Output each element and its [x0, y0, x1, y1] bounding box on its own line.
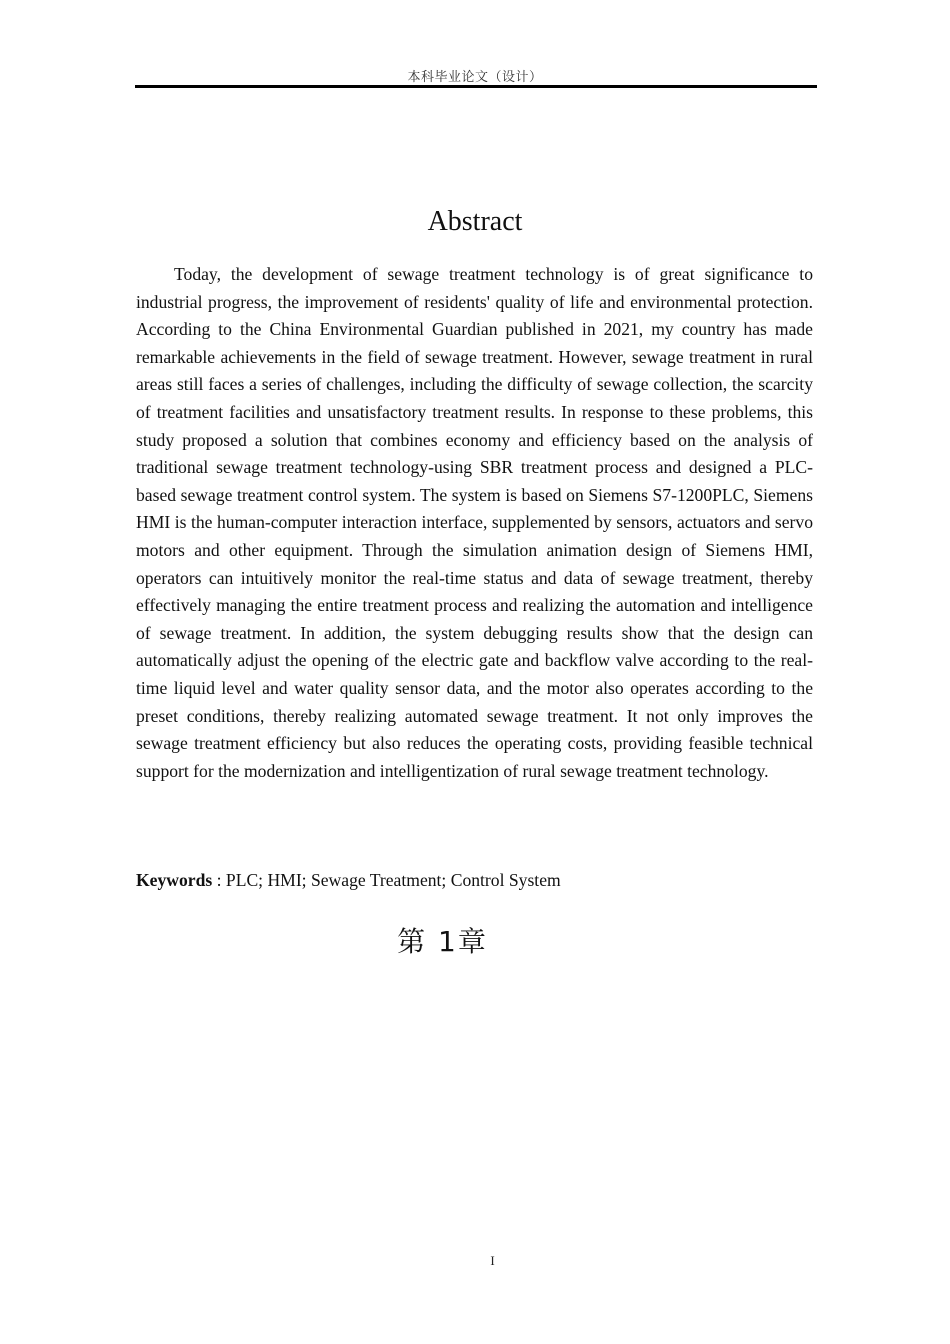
- keywords-label: Keywords: [136, 870, 213, 890]
- keywords-text: : PLC; HMI; Sewage Treatment; Control System: [212, 870, 561, 890]
- chapter-heading: 第 1章: [397, 925, 488, 958]
- keywords-line: [136, 867, 813, 895]
- running-header: 本科毕业论文（设计）: [407, 70, 543, 85]
- page-number: I: [490, 1253, 495, 1268]
- header-rule: [135, 85, 817, 88]
- abstract-title: Abstract: [427, 206, 523, 237]
- abstract-body: Today, the development of sewage treatment technology is of great significance to industrial progress, the improvement of residents' quality of life and environmental protection. According to the China Environmental Guardian published in 2021, my country has made remarkable achievements in the field of sewage treatment. However, sewage treatment in rural areas still faces a series of challenges, including the difficulty of sewage collection, the scarcity of treatment facilities and unsatisfactory treatment results. In response to these problems, this study proposed a solution that combines economy and efficiency based on the analysis of traditional sewage treatment technology-using SBR treatment process and designed a PLC-based sewage treatment control system. The system is based on Siemens S7-1200PLC, Siemens HMI is the human-computer interaction interface, supplemented by sensors, actuators and servo motors and other equipment. Through the simulation animation design of Siemens HMI, operators can intuitively monitor the real-time status and data of sewage treatment, thereby effectively managing the entire treatment process and realizing the automation and intelligence of sewage treatment. In addition, the system debugging results show that the design can automatically adjust the opening of the electric gate and backflow valve according to the real-time liquid level and water quality sensor data, and the motor also operates according to the preset conditions, thereby realizing automated sewage treatment. It not only improves the sewage treatment efficiency but also reduces the operating costs, providing feasible technical support for the modernization and intelligentization of rural sewage treatment technology.: [136, 264, 813, 781]
